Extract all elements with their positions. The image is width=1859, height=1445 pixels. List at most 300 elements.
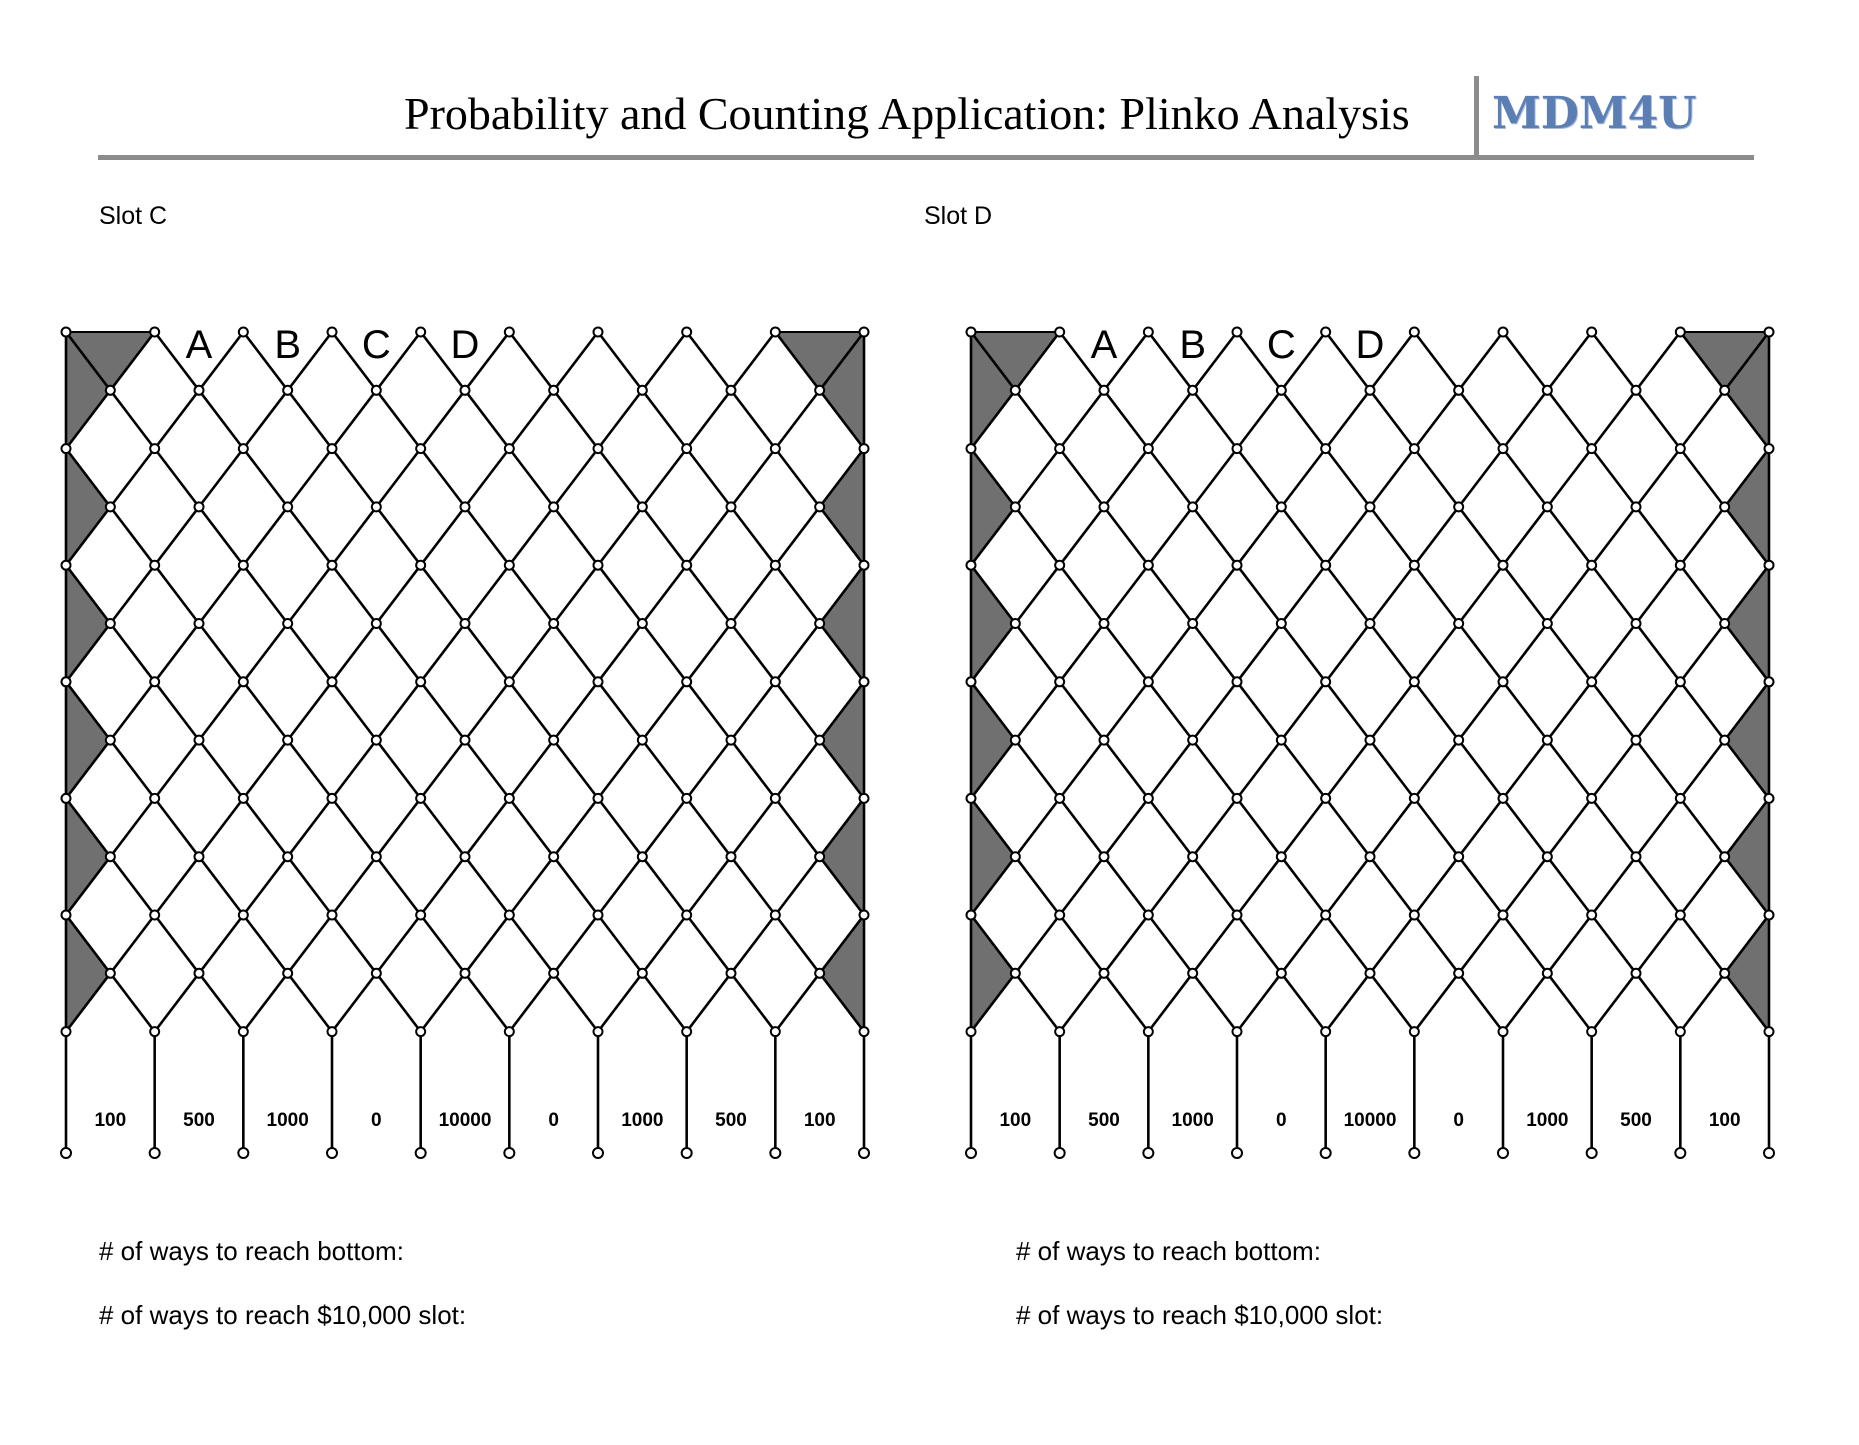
peg: [1765, 911, 1774, 920]
peg: [860, 794, 869, 803]
lattice-line: [155, 857, 199, 915]
prize-label: 1000: [1526, 1110, 1569, 1131]
lattice-line: [1370, 449, 1414, 507]
lattice-line: [421, 390, 465, 448]
lattice-line: [1104, 740, 1148, 798]
lattice-line: [509, 624, 553, 682]
lattice-line: [1547, 449, 1591, 507]
lattice-line: [421, 624, 465, 682]
peg: [1632, 619, 1641, 628]
bottom-peg: [682, 1148, 692, 1158]
peg: [328, 328, 337, 337]
lattice-line: [554, 973, 598, 1031]
peg: [638, 386, 647, 395]
lattice-line: [1636, 682, 1680, 740]
peg: [682, 444, 691, 453]
lattice-line: [110, 624, 154, 682]
peg: [1454, 386, 1463, 395]
lattice-line: [1414, 565, 1458, 623]
peg: [1410, 444, 1419, 453]
lattice-line: [110, 507, 154, 565]
peg: [239, 1027, 248, 1036]
lattice-line: [1370, 798, 1414, 856]
peg: [549, 619, 558, 628]
peg: [1499, 561, 1508, 570]
lattice-line: [1370, 973, 1414, 1031]
peg: [727, 619, 736, 628]
lattice-line: [155, 449, 199, 507]
lattice-line: [421, 798, 465, 856]
lattice-line: [332, 624, 376, 682]
lattice-line: [1503, 740, 1547, 798]
bottom-peg: [1321, 1148, 1331, 1158]
lattice-line: [1459, 507, 1503, 565]
lattice-line: [687, 740, 731, 798]
bottom-peg: [1764, 1148, 1774, 1158]
peg: [150, 911, 159, 920]
lattice-line: [1015, 740, 1059, 798]
peg: [1720, 852, 1729, 861]
lattice-line: [1015, 449, 1059, 507]
lattice-line: [332, 915, 376, 973]
peg: [416, 444, 425, 453]
lattice-line: [1104, 682, 1148, 740]
lattice-line: [288, 740, 332, 798]
lattice-line: [775, 857, 819, 915]
peg: [195, 502, 204, 511]
lattice-line: [1148, 624, 1192, 682]
peg: [967, 561, 976, 570]
lattice-line: [110, 857, 154, 915]
peg: [150, 1027, 159, 1036]
bottom-peg: [1232, 1148, 1242, 1158]
peg: [1100, 969, 1109, 978]
lattice-line: [1281, 565, 1325, 623]
peg: [1543, 736, 1552, 745]
peg: [1366, 852, 1375, 861]
peg: [549, 736, 558, 745]
lattice-line: [1326, 740, 1370, 798]
peg: [1188, 386, 1197, 395]
side-wedge: [66, 915, 110, 1032]
peg: [1233, 911, 1242, 920]
lattice-line: [1547, 624, 1591, 682]
lattice-line: [1104, 915, 1148, 973]
lattice-line: [1060, 507, 1104, 565]
peg: [1144, 1027, 1153, 1036]
lattice-line: [598, 798, 642, 856]
peg: [1366, 969, 1375, 978]
peg: [1055, 1027, 1064, 1036]
lattice-line: [1636, 973, 1680, 1031]
peg: [372, 502, 381, 511]
peg: [1011, 619, 1020, 628]
ways-to-jackpot-question-c: # of ways to reach $10,000 slot:: [99, 1300, 467, 1330]
lattice-line: [376, 798, 420, 856]
peg: [461, 852, 470, 861]
peg: [1233, 561, 1242, 570]
lattice-line: [1015, 565, 1059, 623]
lattice-line: [598, 332, 642, 390]
lattice-line: [1547, 332, 1591, 390]
lattice-line: [243, 915, 287, 973]
peg: [195, 736, 204, 745]
peg: [594, 444, 603, 453]
lattice-line: [1636, 449, 1680, 507]
lattice-line: [421, 973, 465, 1031]
peg: [461, 502, 470, 511]
entry-slot-d: D: [450, 323, 480, 367]
lattice-line: [1636, 507, 1680, 565]
lattice-line: [1636, 798, 1680, 856]
peg: [1011, 736, 1020, 745]
lattice-line: [1592, 857, 1636, 915]
bottom-peg: [1143, 1148, 1153, 1158]
lattice-line: [199, 740, 243, 798]
peg: [1144, 444, 1153, 453]
peg: [967, 911, 976, 920]
peg: [1587, 328, 1596, 337]
peg: [239, 328, 248, 337]
prize-label: 1000: [621, 1110, 664, 1131]
bottom-peg: [150, 1148, 160, 1158]
lattice-line: [731, 332, 775, 390]
lattice-line: [465, 507, 509, 565]
peg: [682, 794, 691, 803]
peg: [239, 677, 248, 686]
lattice-line: [376, 390, 420, 448]
lattice-line: [1237, 565, 1281, 623]
lattice-line: [554, 449, 598, 507]
peg: [195, 852, 204, 861]
side-wedge: [820, 915, 864, 1032]
prize-label: 100: [94, 1110, 127, 1131]
peg: [372, 969, 381, 978]
peg: [505, 911, 514, 920]
lattice-line: [598, 507, 642, 565]
lattice-line: [1503, 565, 1547, 623]
lattice-line: [110, 973, 154, 1031]
side-wedge: [66, 682, 110, 799]
side-wedge: [820, 565, 864, 682]
peg: [1410, 561, 1419, 570]
side-wedge: [971, 682, 1015, 799]
lattice-line: [1237, 682, 1281, 740]
lattice-line: [1326, 565, 1370, 623]
entry-slot-a: A: [185, 323, 213, 367]
peg: [62, 794, 71, 803]
lattice-line: [1193, 857, 1237, 915]
lattice-line: [332, 857, 376, 915]
lattice-line: [1459, 624, 1503, 682]
peg: [815, 736, 824, 745]
lattice-line: [1193, 740, 1237, 798]
lattice-line: [155, 740, 199, 798]
peg: [461, 736, 470, 745]
lattice-line: [1237, 624, 1281, 682]
lattice-line: [1592, 798, 1636, 856]
lattice-line: [288, 973, 332, 1031]
entry-slot-a: A: [1090, 323, 1118, 367]
peg: [1277, 852, 1286, 861]
lattice-line: [421, 915, 465, 973]
side-wedge: [820, 682, 864, 799]
peg: [1366, 619, 1375, 628]
lattice-line: [1060, 740, 1104, 798]
peg: [1233, 328, 1242, 337]
lattice-line: [1636, 624, 1680, 682]
lattice-line: [1237, 857, 1281, 915]
peg: [1632, 386, 1641, 395]
lattice-line: [1680, 390, 1724, 448]
lattice-line: [642, 390, 686, 448]
peg: [1676, 677, 1685, 686]
lattice-line: [509, 798, 553, 856]
peg: [195, 386, 204, 395]
lattice-line: [243, 857, 287, 915]
peg: [150, 677, 159, 686]
peg: [328, 911, 337, 920]
peg: [1499, 1027, 1508, 1036]
lattice-line: [775, 565, 819, 623]
peg: [1720, 736, 1729, 745]
ways-to-bottom-question-c: # of ways to reach bottom:: [99, 1236, 404, 1266]
lattice-line: [1680, 507, 1724, 565]
peg: [195, 969, 204, 978]
lattice-line: [1015, 682, 1059, 740]
lattice-line: [1459, 798, 1503, 856]
peg: [1587, 444, 1596, 453]
peg: [106, 969, 115, 978]
peg: [1632, 502, 1641, 511]
peg: [1720, 386, 1729, 395]
lattice-line: [1592, 624, 1636, 682]
lattice-line: [1326, 915, 1370, 973]
lattice-line: [1148, 449, 1192, 507]
peg: [1720, 502, 1729, 511]
side-wedge: [971, 798, 1015, 915]
lattice-line: [243, 798, 287, 856]
lattice-line: [1680, 565, 1724, 623]
lattice-line: [1503, 798, 1547, 856]
peg: [1499, 677, 1508, 686]
peg: [1454, 619, 1463, 628]
peg: [1587, 794, 1596, 803]
peg: [1055, 561, 1064, 570]
lattice-line: [1148, 565, 1192, 623]
lattice-line: [687, 449, 731, 507]
lattice-line: [1104, 449, 1148, 507]
lattice-line: [598, 682, 642, 740]
lattice-line: [1459, 973, 1503, 1031]
lattice-line: [1060, 973, 1104, 1031]
lattice-line: [155, 565, 199, 623]
lattice-line: [155, 798, 199, 856]
lattice-line: [1237, 390, 1281, 448]
peg: [594, 561, 603, 570]
lattice-line: [110, 798, 154, 856]
peg: [682, 677, 691, 686]
peg: [967, 677, 976, 686]
lattice-line: [155, 507, 199, 565]
lattice-line: [598, 857, 642, 915]
peg: [1366, 736, 1375, 745]
lattice-line: [465, 740, 509, 798]
lattice-line: [1459, 682, 1503, 740]
lattice-line: [1636, 565, 1680, 623]
lattice-line: [1459, 740, 1503, 798]
peg: [1720, 619, 1729, 628]
peg: [682, 328, 691, 337]
peg: [682, 1027, 691, 1036]
lattice-line: [598, 973, 642, 1031]
lattice-line: [1015, 915, 1059, 973]
peg: [505, 794, 514, 803]
course-code: MDM4U: [1492, 88, 1697, 139]
lattice-line: [1414, 624, 1458, 682]
peg: [727, 736, 736, 745]
side-wedge: [66, 565, 110, 682]
lattice-line: [1370, 682, 1414, 740]
lattice-line: [1503, 973, 1547, 1031]
lattice-line: [155, 390, 199, 448]
peg: [549, 852, 558, 861]
lattice-line: [642, 449, 686, 507]
lattice-line: [509, 740, 553, 798]
lattice-line: [598, 624, 642, 682]
lattice-line: [243, 740, 287, 798]
lattice-line: [243, 624, 287, 682]
lattice-line: [1592, 565, 1636, 623]
peg: [771, 1027, 780, 1036]
lattice-line: [1193, 390, 1237, 448]
peg: [328, 1027, 337, 1036]
lattice-line: [1592, 915, 1636, 973]
peg: [1321, 911, 1330, 920]
lattice-line: [376, 973, 420, 1031]
lattice-line: [1370, 740, 1414, 798]
peg: [62, 561, 71, 570]
lattice-line: [731, 682, 775, 740]
peg: [1188, 969, 1197, 978]
lattice-line: [465, 565, 509, 623]
lattice-line: [1326, 682, 1370, 740]
peg: [771, 328, 780, 337]
peg: [594, 677, 603, 686]
prize-label: 0: [1453, 1110, 1464, 1131]
peg: [1499, 444, 1508, 453]
peg: [150, 444, 159, 453]
peg: [967, 328, 976, 337]
peg: [1587, 561, 1596, 570]
lattice-line: [199, 449, 243, 507]
peg: [771, 561, 780, 570]
lattice-line: [1281, 857, 1325, 915]
lattice-line: [243, 449, 287, 507]
peg: [416, 677, 425, 686]
peg: [1055, 794, 1064, 803]
lattice-line: [1680, 624, 1724, 682]
peg: [771, 911, 780, 920]
bottom-peg: [504, 1148, 514, 1158]
lattice-line: [642, 624, 686, 682]
side-wedge: [66, 449, 110, 566]
peg: [62, 911, 71, 920]
lattice-line: [1547, 798, 1591, 856]
lattice-line: [1326, 798, 1370, 856]
peg: [283, 736, 292, 745]
lattice-line: [1148, 857, 1192, 915]
lattice-line: [1503, 915, 1547, 973]
side-wedge: [820, 449, 864, 566]
lattice-line: [1459, 915, 1503, 973]
peg: [505, 677, 514, 686]
peg: [328, 561, 337, 570]
peg: [1454, 736, 1463, 745]
prize-label: 500: [1620, 1110, 1652, 1131]
lattice-line: [1281, 682, 1325, 740]
lattice-line: [1015, 507, 1059, 565]
lattice-line: [687, 507, 731, 565]
lattice-line: [1414, 798, 1458, 856]
peg: [594, 328, 603, 337]
lattice-line: [554, 565, 598, 623]
bottom-peg: [966, 1148, 976, 1158]
peg: [150, 328, 159, 337]
lattice-line: [1503, 682, 1547, 740]
lattice-line: [243, 390, 287, 448]
lattice-line: [1060, 857, 1104, 915]
peg: [1676, 561, 1685, 570]
lattice-line: [1237, 798, 1281, 856]
peg: [1233, 794, 1242, 803]
lattice-line: [1414, 973, 1458, 1031]
peg: [106, 386, 115, 395]
bottom-peg: [593, 1148, 603, 1158]
peg: [1410, 1027, 1419, 1036]
lattice-line: [642, 682, 686, 740]
prize-label: 1000: [266, 1110, 309, 1131]
peg: [727, 386, 736, 395]
lattice-line: [421, 449, 465, 507]
lattice-line: [1015, 857, 1059, 915]
lattice-line: [155, 915, 199, 973]
slot-c-label: Slot C: [99, 202, 168, 230]
lattice-line: [421, 507, 465, 565]
peg: [1499, 328, 1508, 337]
peg: [239, 444, 248, 453]
bottom-peg: [1498, 1148, 1508, 1158]
lattice-line: [199, 390, 243, 448]
header-rule: [98, 155, 1754, 160]
lattice-line: [1193, 507, 1237, 565]
lattice-line: [421, 740, 465, 798]
lattice-line: [1592, 449, 1636, 507]
lattice-line: [1547, 565, 1591, 623]
lattice-line: [509, 682, 553, 740]
lattice-line: [465, 390, 509, 448]
lattice-line: [199, 624, 243, 682]
lattice-line: [1414, 390, 1458, 448]
lattice-line: [288, 915, 332, 973]
peg: [860, 444, 869, 453]
lattice-line: [731, 973, 775, 1031]
peg: [1499, 911, 1508, 920]
lattice-line: [509, 390, 553, 448]
lattice-line: [1015, 390, 1059, 448]
bottom-peg: [61, 1148, 71, 1158]
peg: [638, 502, 647, 511]
